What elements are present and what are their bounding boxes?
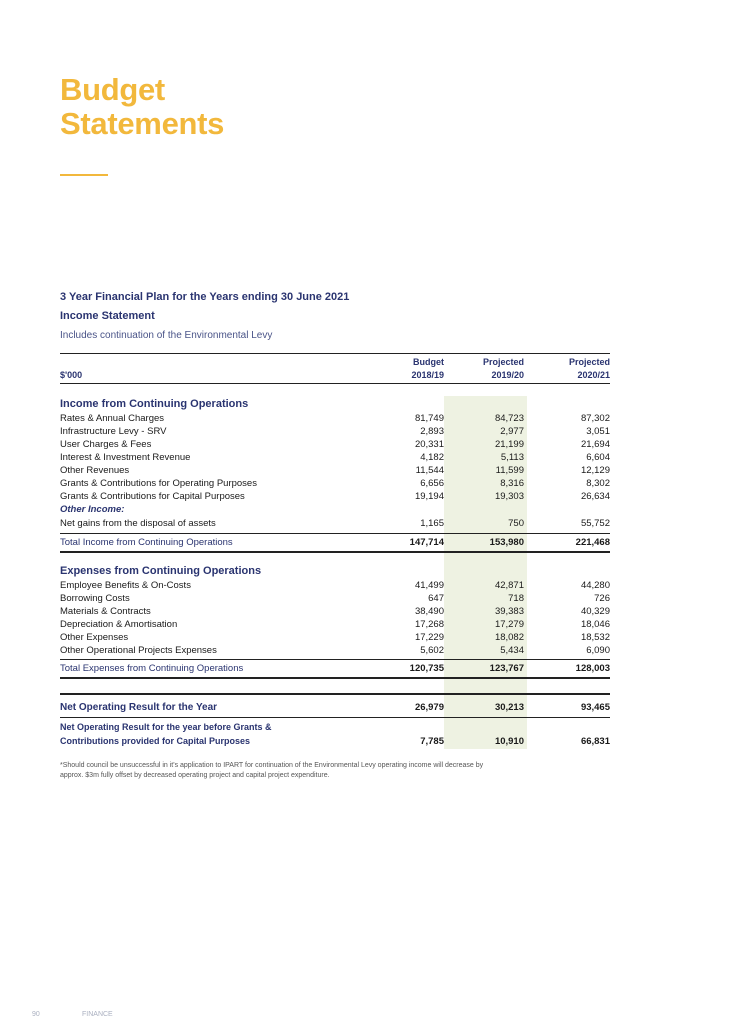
row-value-2018: 17,229 xyxy=(414,632,444,643)
plan-heading: 3 Year Financial Plan for the Years ending 30 June 2021 xyxy=(60,291,350,303)
row-value-2018: 26,979 xyxy=(414,702,444,713)
net-result-bottom-rule xyxy=(60,717,610,718)
row-value-2020: 3,051 xyxy=(586,426,610,437)
income-section-heading xyxy=(60,397,610,411)
income-total-bottom-rule xyxy=(60,551,610,553)
row-label: Grants & Contributions for Operating Purposes xyxy=(60,478,257,489)
table-row xyxy=(60,451,610,464)
col3-header-top: Projected xyxy=(568,357,610,367)
table-row xyxy=(60,517,610,530)
row-value-2020: 55,752 xyxy=(580,518,610,529)
row-value-2018: 17,268 xyxy=(414,619,444,630)
row-value-2019: 5,434 xyxy=(500,645,524,656)
row-value-2019: 84,723 xyxy=(494,413,524,424)
row-label: Rates & Annual Charges xyxy=(60,413,165,424)
plan-note: Includes continuation of the Environmental Levy xyxy=(60,330,273,341)
row-label: Employee Benefits & On-Costs xyxy=(60,580,191,591)
page-title xyxy=(60,73,224,141)
table-row xyxy=(60,412,610,425)
table-row xyxy=(60,477,610,490)
table-row xyxy=(60,618,610,631)
row-value-2020: 21,694 xyxy=(580,439,610,450)
row-value-2019: 153,980 xyxy=(489,537,524,548)
row-label: Other Expenses xyxy=(60,632,129,643)
row-label: Total Income from Continuing Operations xyxy=(60,537,233,548)
income-total-top-rule xyxy=(60,533,610,534)
row-value-2018: 4,182 xyxy=(420,452,444,463)
row-value-2018: 41,499 xyxy=(414,580,444,591)
income-heading-text: Income from Continuing Operations xyxy=(60,398,249,410)
row-value-2018: 120,735 xyxy=(409,663,444,674)
row-label: Net gains from the disposal of assets xyxy=(60,518,216,529)
row-value-2019: 5,113 xyxy=(500,452,524,463)
expense-section-heading xyxy=(60,564,610,578)
row-value-2019: 21,199 xyxy=(494,439,524,450)
row-value-2018: 19,194 xyxy=(414,491,444,502)
expense-total-bottom-rule xyxy=(60,677,610,679)
row-value-2018: 147,714 xyxy=(409,537,444,548)
row-value-2019: 718 xyxy=(508,593,524,604)
row-value-2018: 20,331 xyxy=(414,439,444,450)
row-value-2020: 726 xyxy=(594,593,610,604)
footnote-line1: *Should council be unsuccessful in it's application to IPART for continuation of the Environmental Levy operating income will decrease by xyxy=(60,762,484,769)
row-value-2020: 44,280 xyxy=(580,580,610,591)
row-value-2020: 26,634 xyxy=(580,491,610,502)
table-row xyxy=(60,490,610,503)
row-value-2019: 39,383 xyxy=(494,606,524,617)
row-label: Depreciation & Amortisation xyxy=(60,619,178,630)
footnote xyxy=(60,761,610,781)
row-value-2020: 40,329 xyxy=(580,606,610,617)
page-number: 90 xyxy=(32,1011,40,1018)
row-value-2019: 42,871 xyxy=(494,580,524,591)
row-label: Grants & Contributions for Capital Purposes xyxy=(60,491,245,502)
row-value-2019: 8,316 xyxy=(500,478,524,489)
table-row xyxy=(60,605,610,618)
plan-subheading: Income Statement xyxy=(60,310,155,322)
net-result-row xyxy=(60,701,610,714)
row-value-2019: 123,767 xyxy=(489,663,524,674)
unit-label: $'000 xyxy=(60,370,83,380)
row-value-2019: 10,910 xyxy=(494,736,524,747)
row-label: Other Revenues xyxy=(60,465,130,476)
row-value-2020: 8,302 xyxy=(586,478,610,489)
row-value-2020: 6,604 xyxy=(586,452,610,463)
row-value-2018: 2,893 xyxy=(420,426,444,437)
page-title-line1: Budget xyxy=(60,72,165,107)
row-value-2020: 66,831 xyxy=(580,736,610,747)
row-label-line2: Contributions provided for Capital Purposes xyxy=(60,736,251,746)
header-bottom-rule xyxy=(60,383,610,384)
row-value-2018: 5,602 xyxy=(420,645,444,656)
row-value-2018: 38,490 xyxy=(414,606,444,617)
col3-header-bottom: 2020/21 xyxy=(577,370,610,380)
table-row xyxy=(60,644,610,657)
table-row xyxy=(60,464,610,477)
expense-heading-text: Expenses from Continuing Operations xyxy=(60,565,262,577)
row-value-2020: 87,302 xyxy=(580,413,610,424)
row-value-2020: 12,129 xyxy=(580,465,610,476)
row-label-line1: Net Operating Result for the year before Grants & xyxy=(60,722,272,732)
row-value-2019: 17,279 xyxy=(494,619,524,630)
row-label: Materials & Contracts xyxy=(60,606,151,617)
row-value-2018: 7,785 xyxy=(420,736,444,747)
table-row xyxy=(60,425,610,438)
page-title-line2: Statements xyxy=(60,106,225,141)
footer-section-name: FINANCE xyxy=(82,1011,113,1018)
row-value-2020: 18,532 xyxy=(580,632,610,643)
table-row xyxy=(60,438,610,451)
table-top-rule xyxy=(60,353,610,354)
row-value-2018: 647 xyxy=(428,593,444,604)
row-value-2018: 11,544 xyxy=(415,465,444,476)
income-total-row xyxy=(60,536,610,549)
row-value-2020: 6,090 xyxy=(586,645,610,656)
table-row xyxy=(60,631,610,644)
row-value-2020: 221,468 xyxy=(575,537,610,548)
col1-header-bottom: 2018/19 xyxy=(411,370,444,380)
row-value-2020: 18,046 xyxy=(580,619,610,630)
row-label: Net Operating Result for the Year xyxy=(60,702,218,713)
row-label: Infrastructure Levy - SRV xyxy=(60,426,167,437)
row-value-2019: 750 xyxy=(508,518,524,529)
col1-header-top: Budget xyxy=(413,357,444,367)
expense-total-top-rule xyxy=(60,659,610,660)
row-value-2020: 128,003 xyxy=(575,663,610,674)
title-underline xyxy=(60,174,108,176)
other-income-label: Other Income: xyxy=(60,504,125,515)
row-value-2019: 18,082 xyxy=(494,632,524,643)
row-value-2019: 30,213 xyxy=(494,702,524,713)
row-value-2019: 2,977 xyxy=(500,426,524,437)
row-value-2019: 19,303 xyxy=(494,491,524,502)
row-label: User Charges & Fees xyxy=(60,439,152,450)
row-label: Borrowing Costs xyxy=(60,593,130,604)
row-value-2018: 6,656 xyxy=(420,478,444,489)
expense-total-row xyxy=(60,662,610,675)
net-result-top-rule xyxy=(60,693,610,695)
col2-header-top: Projected xyxy=(482,357,524,367)
row-label: Total Expenses from Continuing Operations xyxy=(60,663,244,674)
row-value-2018: 1,165 xyxy=(420,518,444,529)
net-before-grants-row xyxy=(60,721,610,749)
other-income-heading xyxy=(60,503,610,516)
table-row xyxy=(60,592,610,605)
table-header-row-1 xyxy=(60,356,610,369)
row-value-2019: 11,599 xyxy=(495,465,524,476)
row-value-2020: 93,465 xyxy=(580,702,610,713)
row-value-2018: 81,749 xyxy=(414,413,444,424)
row-label: Other Operational Projects Expenses xyxy=(60,645,217,656)
footnote-line2: approx. $3m fully offset by decreased operating project and capital project expenditure. xyxy=(60,772,330,779)
table-row xyxy=(60,579,610,592)
row-label: Interest & Investment Revenue xyxy=(60,452,191,463)
col2-header-bottom: 2019/20 xyxy=(491,370,524,380)
table-header-row-2 xyxy=(60,369,610,382)
